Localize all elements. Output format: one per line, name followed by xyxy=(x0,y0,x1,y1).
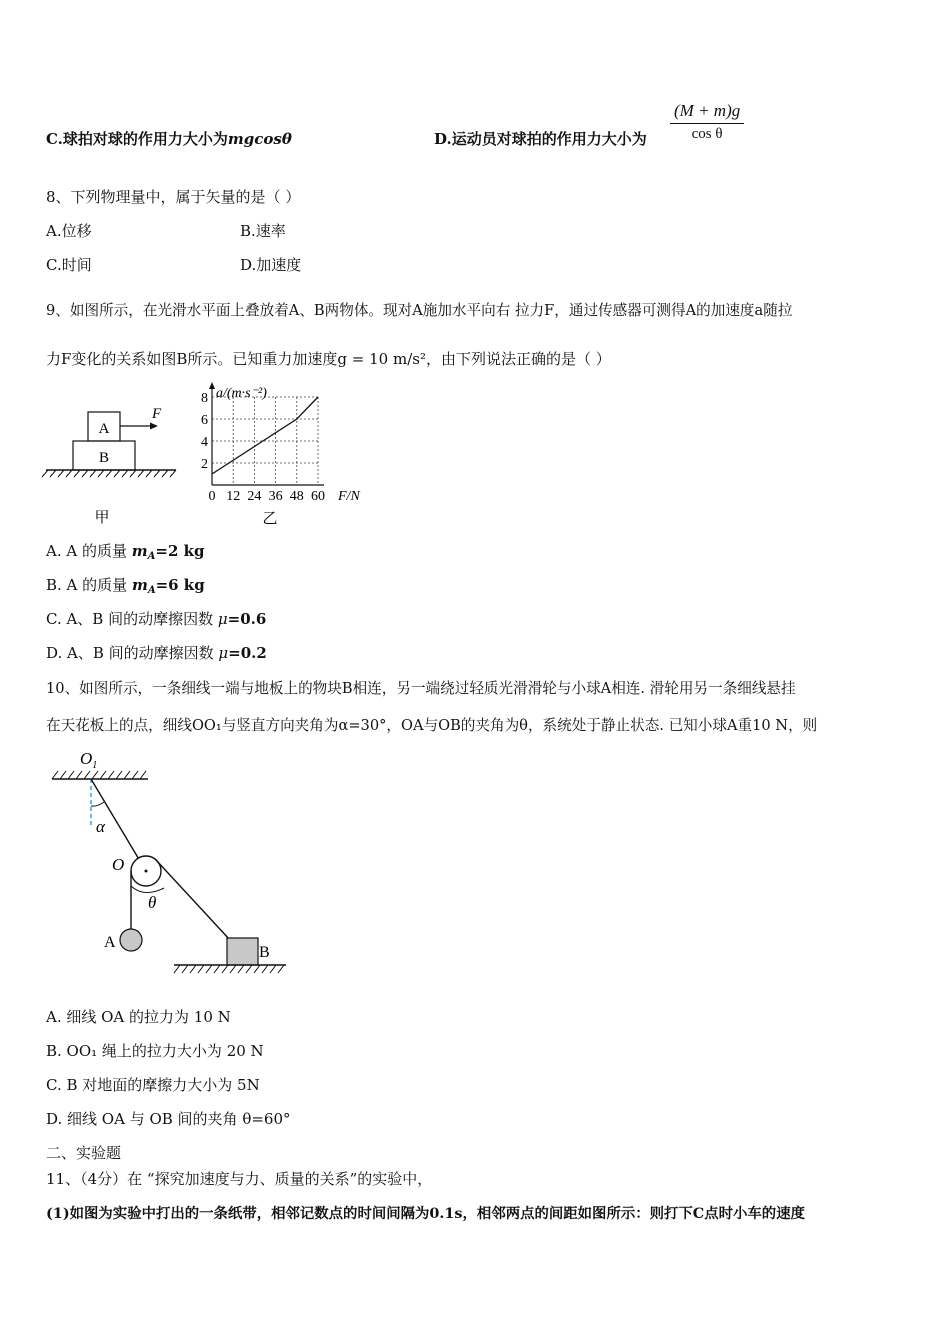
q8-option-a: A.位移 xyxy=(46,222,92,240)
theta-arc xyxy=(131,886,164,893)
alpha-label: α xyxy=(96,817,105,836)
option-prefix: C. A、B 间的动摩擦因数 xyxy=(46,610,218,628)
force-label: F xyxy=(152,406,162,422)
q9-option-b xyxy=(46,574,205,596)
ball-a xyxy=(120,929,142,951)
block-b xyxy=(227,938,258,965)
option-prefix: D. A、B 间的动摩擦因数 xyxy=(46,644,219,662)
label-o1-sub: 1 xyxy=(92,760,98,771)
option-rest: =2 kg xyxy=(155,542,205,560)
x-tick-label: 12 xyxy=(226,489,241,504)
q11-part1: (1)如图为实验中打出的一条纸带，相邻记数点的时间间隔为0.1s，相邻两点的间距如图所示：则打下C点时小车的速度 xyxy=(46,1205,805,1222)
ground-hatch xyxy=(42,470,176,477)
y-tick-label: 6 xyxy=(201,413,208,428)
y-axis-arrowhead xyxy=(209,382,215,389)
q10-option-b: B. OO₁ 绳上的拉力大小为 20 N xyxy=(46,1042,264,1060)
q8-option-c: C.时间 xyxy=(46,256,92,274)
block-b-label: B xyxy=(259,944,270,961)
option-rest: =0.2 xyxy=(228,644,267,662)
q9-option-a xyxy=(46,540,205,562)
chart-y-axis-label: a/(m·s⁻²) xyxy=(216,386,267,401)
option-rest: =0.6 xyxy=(227,610,267,628)
series-line xyxy=(212,397,318,474)
y-tick-label: 4 xyxy=(201,435,208,450)
chart-grid xyxy=(212,397,318,485)
option-math: m xyxy=(131,576,148,594)
chart-ticks xyxy=(201,391,325,504)
q9-figure-jia xyxy=(40,400,180,530)
q7-option-c xyxy=(46,128,292,149)
label-o1: O xyxy=(80,749,93,768)
alpha-arc xyxy=(91,802,104,806)
option-prefix: A. A 的质量 xyxy=(46,542,132,560)
option-sub: A xyxy=(147,585,156,596)
q11-stem: 11、（4分）在 “探究加速度与力、质量的关系”的实验中， xyxy=(46,1170,433,1188)
string-ob xyxy=(156,860,230,940)
option-math: μ xyxy=(218,644,229,662)
q9-chart-yi xyxy=(190,380,375,530)
q10-option-c: C. B 对地面的摩擦力大小为 5N xyxy=(46,1076,260,1094)
q9-stem-line2: 力F变化的关系如图B所示。已知重力加速度g = 10 m/s²，由下列说法正确的是（ ） xyxy=(46,350,611,368)
y-tick-label: 8 xyxy=(201,391,208,406)
option-math: μ xyxy=(217,610,228,628)
x-tick-label: 24 xyxy=(247,489,262,504)
fraction-denominator: cos θ xyxy=(691,126,723,142)
q10-figure xyxy=(40,740,300,990)
q7-option-d-text: D.运动员对球拍的作用力大小为 xyxy=(434,130,647,148)
option-rest: =6 kg xyxy=(155,576,205,594)
point-o-label: O xyxy=(112,855,125,874)
chart-series xyxy=(212,397,318,474)
x-tick-label: 48 xyxy=(289,489,304,504)
block-b-label: B xyxy=(98,450,110,466)
q8-option-b: B.速率 xyxy=(240,222,286,240)
ball-a-label: A xyxy=(104,934,116,951)
q8-stem: 8、下列物理量中，属于矢量的是（ ） xyxy=(46,188,301,206)
floor-hatch xyxy=(174,965,284,973)
x-tick-label: 36 xyxy=(268,489,283,504)
q10-stem-line2: 在天花板上的点，细线OO₁与竖直方向夹角为α=30°，OA与OB的夹角为θ，系统处于静止状态. 已知小球A重10 N，则 xyxy=(46,717,818,734)
fraction-numerator: (M + m)g xyxy=(670,101,744,124)
y-tick-label: 2 xyxy=(201,457,208,472)
section-title: 二、实验题 xyxy=(46,1144,122,1162)
figure-jia-caption: 甲 xyxy=(94,510,110,526)
x-tick-label: 60 xyxy=(311,489,325,504)
x-tick-label: 0 xyxy=(208,489,216,504)
option-math: m xyxy=(131,542,148,560)
block-a-label: A xyxy=(98,421,110,437)
q10-option-a: A. 细线 OA 的拉力为 10 N xyxy=(46,1008,231,1026)
force-arrowhead xyxy=(150,423,158,430)
q9-option-c xyxy=(46,608,266,629)
q7-option-d-fraction xyxy=(670,101,744,143)
q9-stem-line1: 9、如图所示，在光滑水平面上叠放着A、B两物体。现对A施加水平向右 拉力F，通过传感器可测得A的加速度a随拉 xyxy=(46,302,793,319)
theta-label: θ xyxy=(148,893,157,912)
option-prefix: B. A 的质量 xyxy=(46,576,132,594)
ceiling-hatch xyxy=(52,771,146,779)
figure-yi-caption: 乙 xyxy=(262,511,278,527)
chart-x-axis-label: F/N xyxy=(338,489,360,504)
q7-option-c-text: C.球拍对球的作用力大小为 xyxy=(46,130,228,148)
q8-option-d: D.加速度 xyxy=(240,256,302,274)
q7-option-d xyxy=(434,128,647,149)
q7-option-c-expr: mgcosθ xyxy=(227,130,292,148)
q10-stem-line1: 10、如图所示，一条细线一端与地板上的物块B相连，另一端绕过轻质光滑滑轮与小球A相连. 滑轮用另一条细线悬挂 xyxy=(46,680,796,697)
option-sub: A xyxy=(147,551,156,562)
q10-option-d: D. 细线 OA 与 OB 间的夹角 θ=60° xyxy=(46,1110,291,1128)
pulley-axle xyxy=(145,870,148,873)
q9-option-d xyxy=(46,642,267,663)
point-o1-label xyxy=(80,749,97,771)
